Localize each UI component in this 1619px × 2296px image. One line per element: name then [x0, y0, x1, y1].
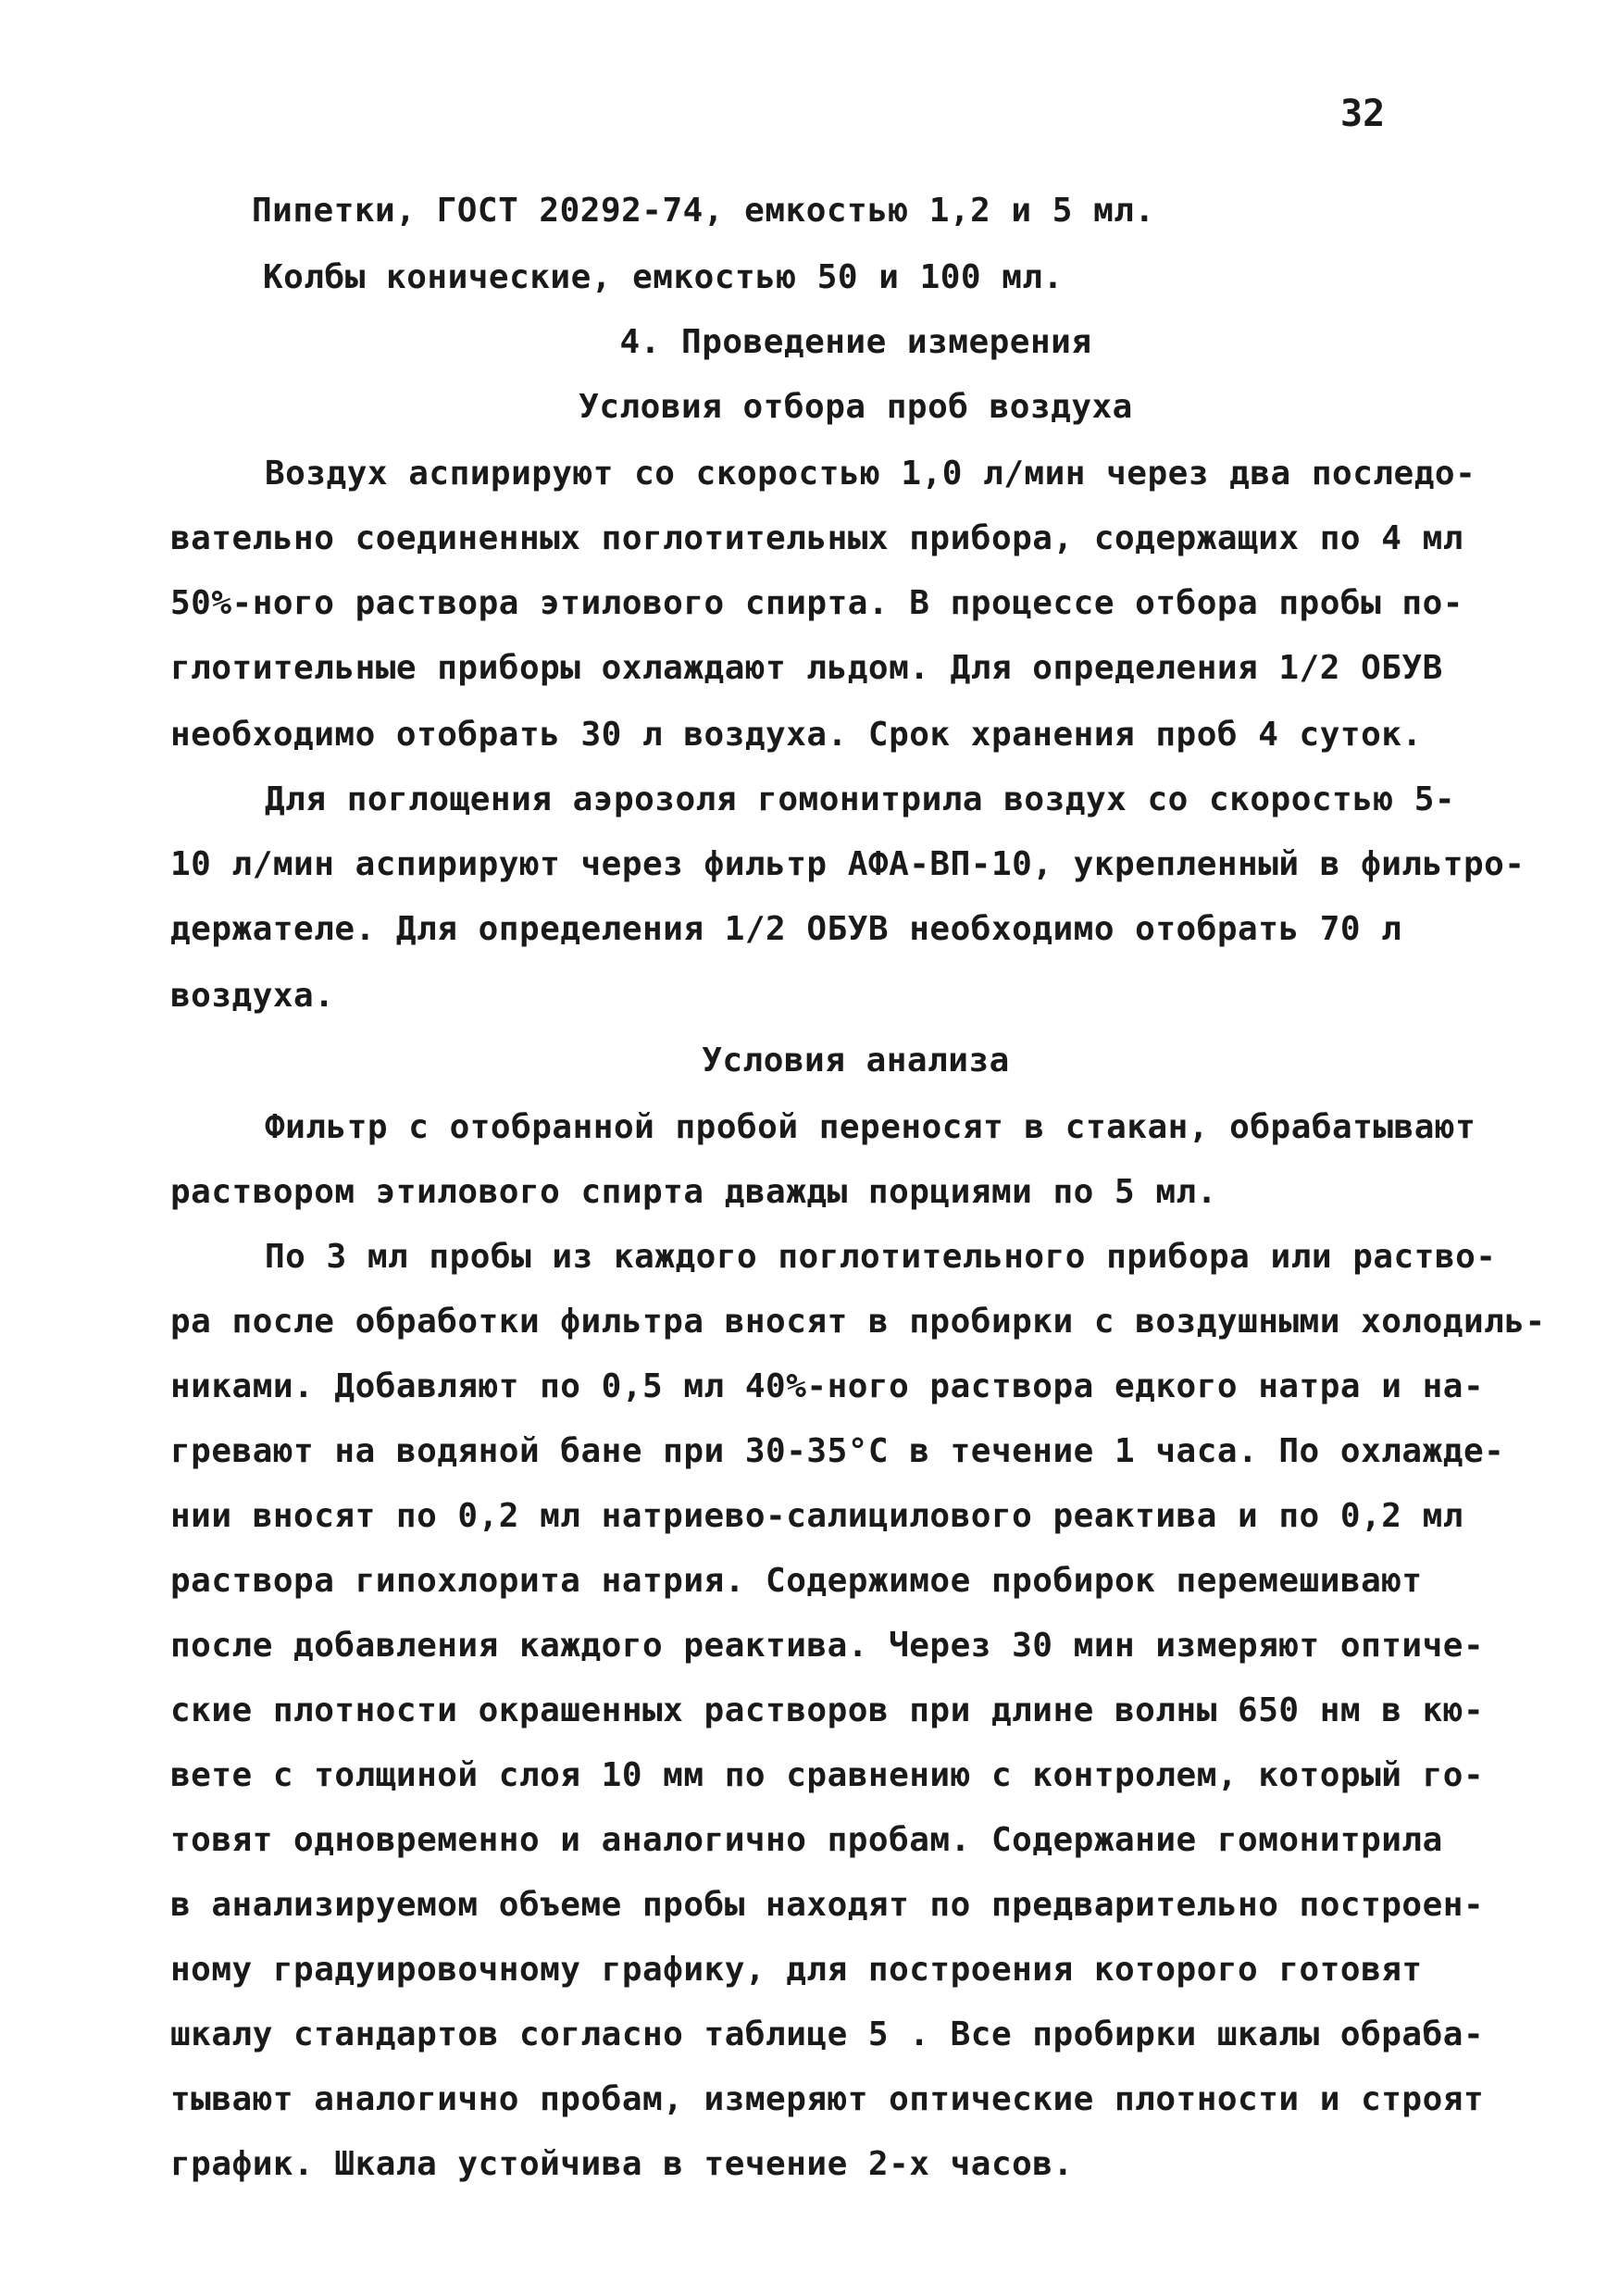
subsection-heading: Условия отбора проб воздуха: [579, 388, 1133, 426]
text-line: необходимо отобрать 30 л воздуха. Срок хранения проб 4 суток.: [170, 716, 1423, 754]
text-line: По 3 мл пробы из каждого поглотительного прибора или раство-: [265, 1238, 1497, 1276]
text-line: нии вносят по 0,2 мл натриево-салицилового реактива и по 0,2 мл: [170, 1497, 1463, 1535]
text-line: товят одновременно и аналогично пробам. Содержание гомонитрила: [170, 1821, 1443, 1859]
text-line: вете с толщиной слоя 10 мм по сравнению с контролем, который го-: [170, 1756, 1485, 1794]
subsection-heading: Условия анализа: [702, 1042, 1010, 1079]
text-line: ские плотности окрашенных растворов при длине волны 650 нм в кю-: [170, 1691, 1485, 1729]
text-line: Колбы конические, емкостью 50 и 100 мл.: [263, 258, 1064, 296]
text-line: 50%-ного раствора этилового спирта. В процессе отбора пробы по-: [170, 584, 1463, 622]
text-line: после добавления каждого реактива. Через 30 мин измеряют оптиче-: [170, 1627, 1485, 1665]
text-line: держателе. Для определения 1/2 ОБУВ необходимо отобрать 70 л: [170, 910, 1402, 948]
text-line: раствором этилового спирта дважды порциями по 5 мл.: [170, 1173, 1217, 1211]
text-line: раствора гипохлорита натрия. Содержимое пробирок перемешивают: [170, 1562, 1423, 1600]
text-line: воздуха.: [170, 977, 335, 1015]
text-line: шкалу стандартов согласно таблице 5 . Все пробирки шкалы обраба-: [170, 2015, 1485, 2053]
text-line: в анализируемом объеме пробы находят по предварительно построен-: [170, 1886, 1485, 1924]
text-line: вательно соединенных поглотительных прибора, содержащих по 4 мл: [170, 519, 1463, 557]
page-number: 32: [1340, 93, 1386, 135]
text-line: глотительные приборы охлаждают льдом. Для определения 1/2 ОБУВ: [170, 649, 1443, 687]
text-line: ному градуировочному графику, для построения которого готовят: [170, 1951, 1423, 1989]
text-line: график. Шкала устойчива в течение 2-х часов.: [170, 2145, 1074, 2183]
text-line: гревают на водяной бане при 30-35°С в течение 1 часа. По охлажде-: [170, 1432, 1505, 1470]
text-line: Воздух аспирируют со скоростью 1,0 л/мин через два последо-: [265, 455, 1476, 493]
text-line: тывают аналогично пробам, измеряют оптические плотности и строят: [170, 2080, 1485, 2118]
text-line: Для поглощения аэрозоля гомонитрила воздух со скоростью 5-: [265, 780, 1456, 818]
text-line: ра после обработки фильтра вносят в пробирки с воздушными холодиль-: [170, 1303, 1546, 1341]
text-line: Пипетки, ГОСТ 20292-74, емкостью 1,2 и 5 мл.: [252, 192, 1155, 230]
section-heading: 4. Проведение измерения: [619, 323, 1092, 361]
text-line: 10 л/мин аспирируют через фильтр АФА-ВП-10, укрепленный в фильтро-: [170, 845, 1526, 883]
text-line: Фильтр с отобранной пробой переносят в стакан, обрабатывают: [265, 1108, 1476, 1146]
text-line: никами. Добавляют по 0,5 мл 40%-ного раствора едкого натра и на-: [170, 1367, 1485, 1405]
